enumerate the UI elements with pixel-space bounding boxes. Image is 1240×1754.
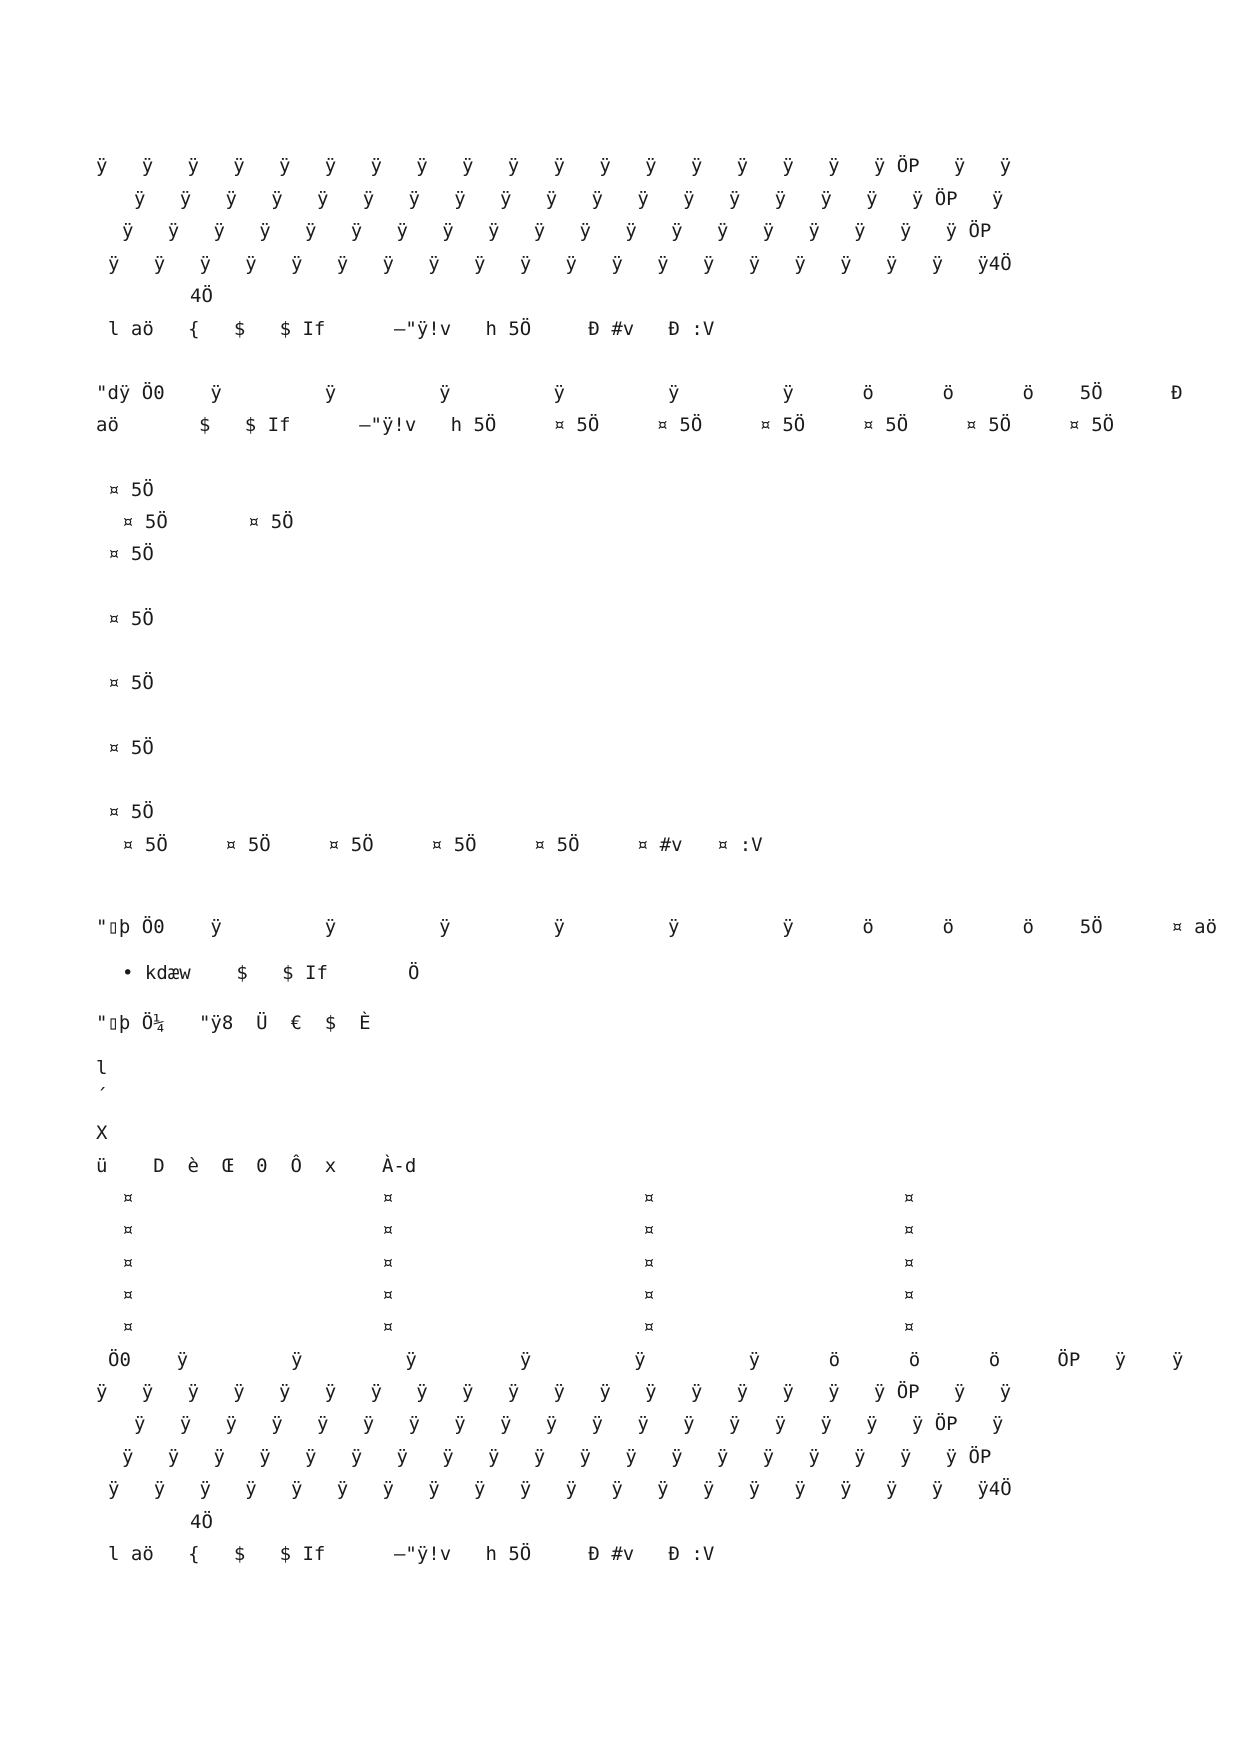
list-marker: ¤: [382, 1219, 394, 1241]
list-marker: ¤: [903, 1284, 915, 1306]
text-line: "▯þ Ö¼ "ÿ8 Ü € $ È: [96, 1012, 371, 1034]
text-line: ¤ 5Ö: [108, 543, 154, 565]
text-line: 4Ö: [190, 1511, 213, 1533]
text-line: ¤ 5Ö: [108, 801, 154, 823]
list-marker: ¤: [643, 1316, 655, 1338]
text-line: ÿ ÿ ÿ ÿ ÿ ÿ ÿ ÿ ÿ ÿ ÿ ÿ ÿ ÿ ÿ ÿ ÿ ÿ ÿ ÖP: [122, 220, 992, 242]
text-line: ÿ ÿ ÿ ÿ ÿ ÿ ÿ ÿ ÿ ÿ ÿ ÿ ÿ ÿ ÿ ÿ ÿ ÿ ÿ ÿ4Ö: [108, 253, 1012, 275]
text-line: "dÿ Ö0 ÿ ÿ ÿ ÿ ÿ ÿ ö ö ö 5Ö Ð: [96, 382, 1183, 404]
text-line: ¤ 5Ö: [108, 479, 154, 501]
text-line: ÿ ÿ ÿ ÿ ÿ ÿ ÿ ÿ ÿ ÿ ÿ ÿ ÿ ÿ ÿ ÿ ÿ ÿ ÖP ÿ ÿ: [96, 155, 1012, 177]
list-marker: ¤: [903, 1252, 915, 1274]
list-marker: ¤: [122, 1219, 134, 1241]
text-line: l: [96, 1057, 108, 1079]
text-line: "▯þ Ö0 ÿ ÿ ÿ ÿ ÿ ÿ ö ö ö 5Ö ¤ aö: [96, 916, 1218, 938]
list-marker: ¤: [903, 1316, 915, 1338]
text-line: ÿ ÿ ÿ ÿ ÿ ÿ ÿ ÿ ÿ ÿ ÿ ÿ ÿ ÿ ÿ ÿ ÿ ÿ ÖP ÿ: [134, 1413, 1004, 1435]
text-line: Ö0 ÿ ÿ ÿ ÿ ÿ ÿ ö ö ö ÖP ÿ ÿ: [108, 1349, 1184, 1371]
list-marker: ¤: [122, 1187, 134, 1209]
text-line: ÿ ÿ ÿ ÿ ÿ ÿ ÿ ÿ ÿ ÿ ÿ ÿ ÿ ÿ ÿ ÿ ÿ ÿ ÿ ÿ4Ö: [108, 1478, 1012, 1500]
text-line: aö $ $ If –"ÿ!v h 5Ö ¤ 5Ö ¤ 5Ö ¤ 5Ö ¤ 5Ö ¤ 5Ö ¤ 5Ö: [96, 414, 1115, 436]
list-marker: ¤: [122, 1252, 134, 1274]
text-line: ¤ 5Ö ¤ 5Ö ¤ 5Ö ¤ 5Ö ¤ 5Ö ¤ #v ¤ :V: [122, 834, 763, 856]
text-line: ü D è Œ 0 Ô x À-d: [96, 1155, 417, 1177]
text-line: ¤ 5Ö ¤ 5Ö: [122, 511, 294, 533]
text-line: 4Ö: [190, 285, 213, 307]
list-marker: ¤: [643, 1252, 655, 1274]
text-line: ¤ 5Ö: [108, 672, 154, 694]
list-marker: ¤: [382, 1316, 394, 1338]
list-marker: ¤: [643, 1284, 655, 1306]
text-line: ´: [96, 1085, 108, 1107]
list-marker: ¤: [903, 1187, 915, 1209]
text-line: ÿ ÿ ÿ ÿ ÿ ÿ ÿ ÿ ÿ ÿ ÿ ÿ ÿ ÿ ÿ ÿ ÿ ÿ ÖP ÿ: [134, 188, 1004, 210]
list-marker: ¤: [122, 1316, 134, 1338]
text-line: l aö { $ $ If –"ÿ!v h 5Ö Ð #v Ð :V: [108, 318, 715, 340]
text-line: • kdæw $ $ If Ö: [122, 962, 420, 984]
text-line: X: [96, 1122, 108, 1144]
text-line: ¤ 5Ö: [108, 737, 154, 759]
text-line: ÿ ÿ ÿ ÿ ÿ ÿ ÿ ÿ ÿ ÿ ÿ ÿ ÿ ÿ ÿ ÿ ÿ ÿ ÖP ÿ ÿ: [96, 1381, 1012, 1403]
list-marker: ¤: [382, 1252, 394, 1274]
list-marker: ¤: [903, 1219, 915, 1241]
list-marker: ¤: [122, 1284, 134, 1306]
list-marker: ¤: [382, 1284, 394, 1306]
text-line: ÿ ÿ ÿ ÿ ÿ ÿ ÿ ÿ ÿ ÿ ÿ ÿ ÿ ÿ ÿ ÿ ÿ ÿ ÿ ÖP: [122, 1446, 992, 1468]
text-line: l aö { $ $ If –"ÿ!v h 5Ö Ð #v Ð :V: [108, 1543, 715, 1565]
text-line: ¤ 5Ö: [108, 608, 154, 630]
list-marker: ¤: [382, 1187, 394, 1209]
list-marker: ¤: [643, 1187, 655, 1209]
list-marker: ¤: [643, 1219, 655, 1241]
